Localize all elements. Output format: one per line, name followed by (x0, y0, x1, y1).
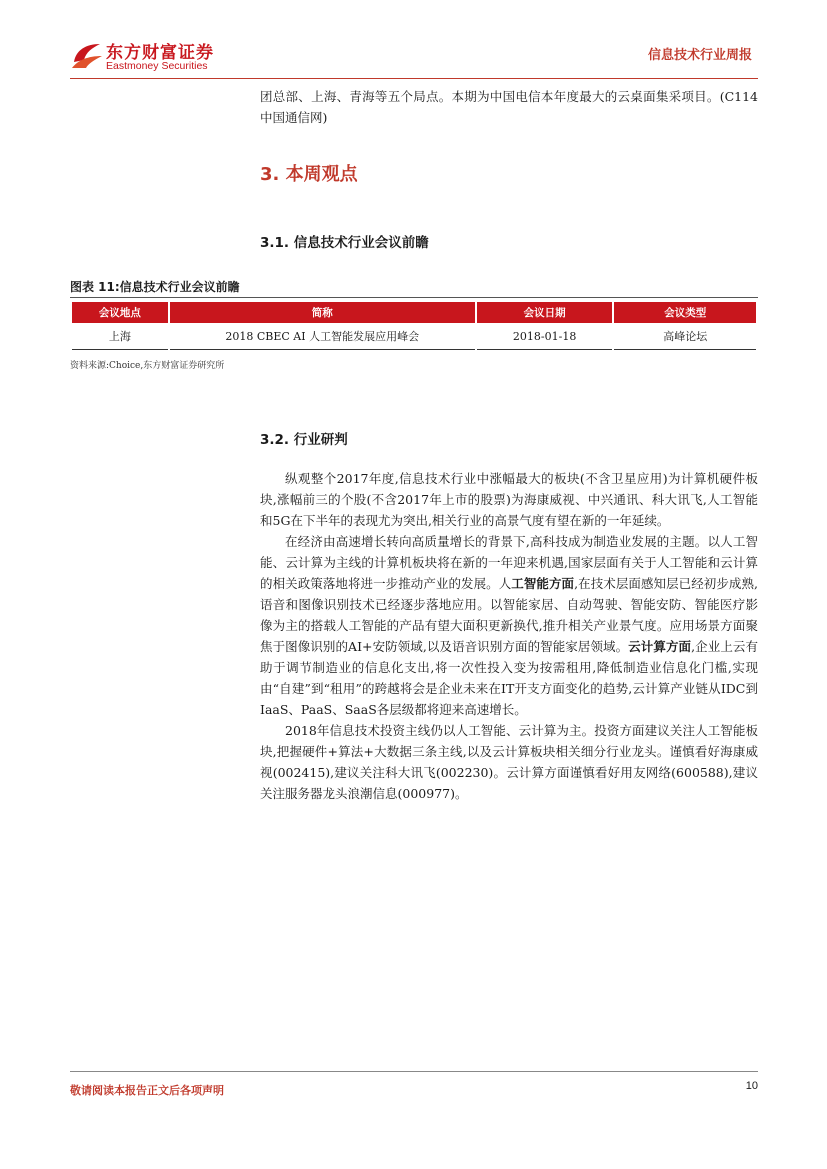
highlight-ai: 工智能方面 (511, 576, 575, 591)
footer-divider (70, 1071, 758, 1072)
cell-location: 上海 (72, 323, 168, 350)
analysis-paragraph-3: 2018年信息技术投资主线仍以人工智能、云计算为主。投资方面建议关注人工智能板块,把握硬件+算法+大数据三条主线,以及云计算板块相关细分行业龙头。谨慎看好海康威视(002415),建议关注科大讯飞(002230)。云计算方面谨慎看好用友网络(600588),建议关注服务器龙头浪潮信息(000977)。 (260, 723, 758, 801)
report-type-label: 信息技术行业周报 (647, 48, 752, 63)
analysis-paragraph-1: 纵观整个2017年度,信息技术行业中涨幅最大的板块(不含卫星应用)为计算机硬件板块,涨幅前三的个股(不含2017年上市的股票)为海康威视、中兴通讯、科大讯飞,人工智能和5G在下半年的表现尤为突出,相关行业的高景气度有望在新的一年延续。 (260, 471, 758, 528)
table-row (72, 323, 756, 350)
page-number: 10 (745, 1080, 758, 1092)
section-heading-3-1: 3.1. 信息技术行业会议前瞻 (260, 235, 429, 251)
cell-name: 2018 CBEC AI 人工智能发展应用峰会 (170, 323, 475, 350)
header-divider (70, 78, 758, 79)
logo-chinese-name: 东方财富证券 (106, 43, 214, 63)
figure-divider (70, 297, 758, 298)
cell-type: 高峰论坛 (614, 323, 756, 350)
disclaimer-link[interactable]: 敬请阅读本报告正文后各项声明 (70, 1084, 224, 1097)
p2-part-c: ,企业上云有助于调节制造业的信息化支出,将一次性投入变为按需租用,降低制造业信息化门槛,实现由“自建”到“租用”的跨越将会是企业未来在IT开支方面变化的趋势,云计算产业链从IDC到IaaS、PaaS、SaaS各层级都将迎来高速增长。 (260, 639, 758, 717)
intro-paragraph (260, 86, 758, 128)
meeting-table (70, 302, 758, 350)
logo-english-name: Eastmoney Securities (106, 60, 208, 72)
column-header-date: 会议日期 (477, 302, 613, 323)
figure-source: 资料来源:Choice,东方财富证券研究所 (70, 361, 225, 371)
table-header-row (72, 302, 756, 323)
intro-text: 团总部、上海、青海等五个局点。本期为中国电信本年度最大的云桌面集采项目。(C114中国通信网) (260, 89, 758, 125)
section-heading-3: 3. 本周观点 (260, 164, 358, 185)
p2-part-a: 在经济由高速增长转向高质量增长的背景下,高科技成为制造业发展的主题。以人工智能、云计算为主线的计算机板块将在新的一年迎来机遇,国家层面有关于人工智能和云计算的相关政策落地将进一步推动产业的发展。人 (260, 534, 758, 591)
column-header-name: 简称 (170, 302, 475, 323)
company-logo (70, 38, 240, 78)
p2-part-b: ,在技术层面感知层已经初步成熟,语音和图像识别技术已经逐步落地应用。以智能家居、自动驾驶、智能安防、智能医疗影像为主的搭载人工智能的产品有望大面积更新换代,推升相关产业景气度。应用场景方面聚焦于图像识别的AI+安防领域,以及语音识别方面的智能家居领域。 (260, 576, 758, 654)
figure-caption: 图表 11:信息技术行业会议前瞻 (70, 280, 240, 294)
cell-date: 2018-01-18 (477, 323, 613, 350)
column-header-type: 会议类型 (614, 302, 756, 323)
analysis-body (260, 468, 758, 804)
column-header-location: 会议地点 (72, 302, 168, 323)
analysis-paragraph-2 (260, 531, 758, 720)
section-heading-3-2: 3.2. 行业研判 (260, 432, 348, 448)
eastmoney-logo-icon (70, 40, 104, 70)
highlight-cloud: 云计算方面 (628, 639, 692, 654)
